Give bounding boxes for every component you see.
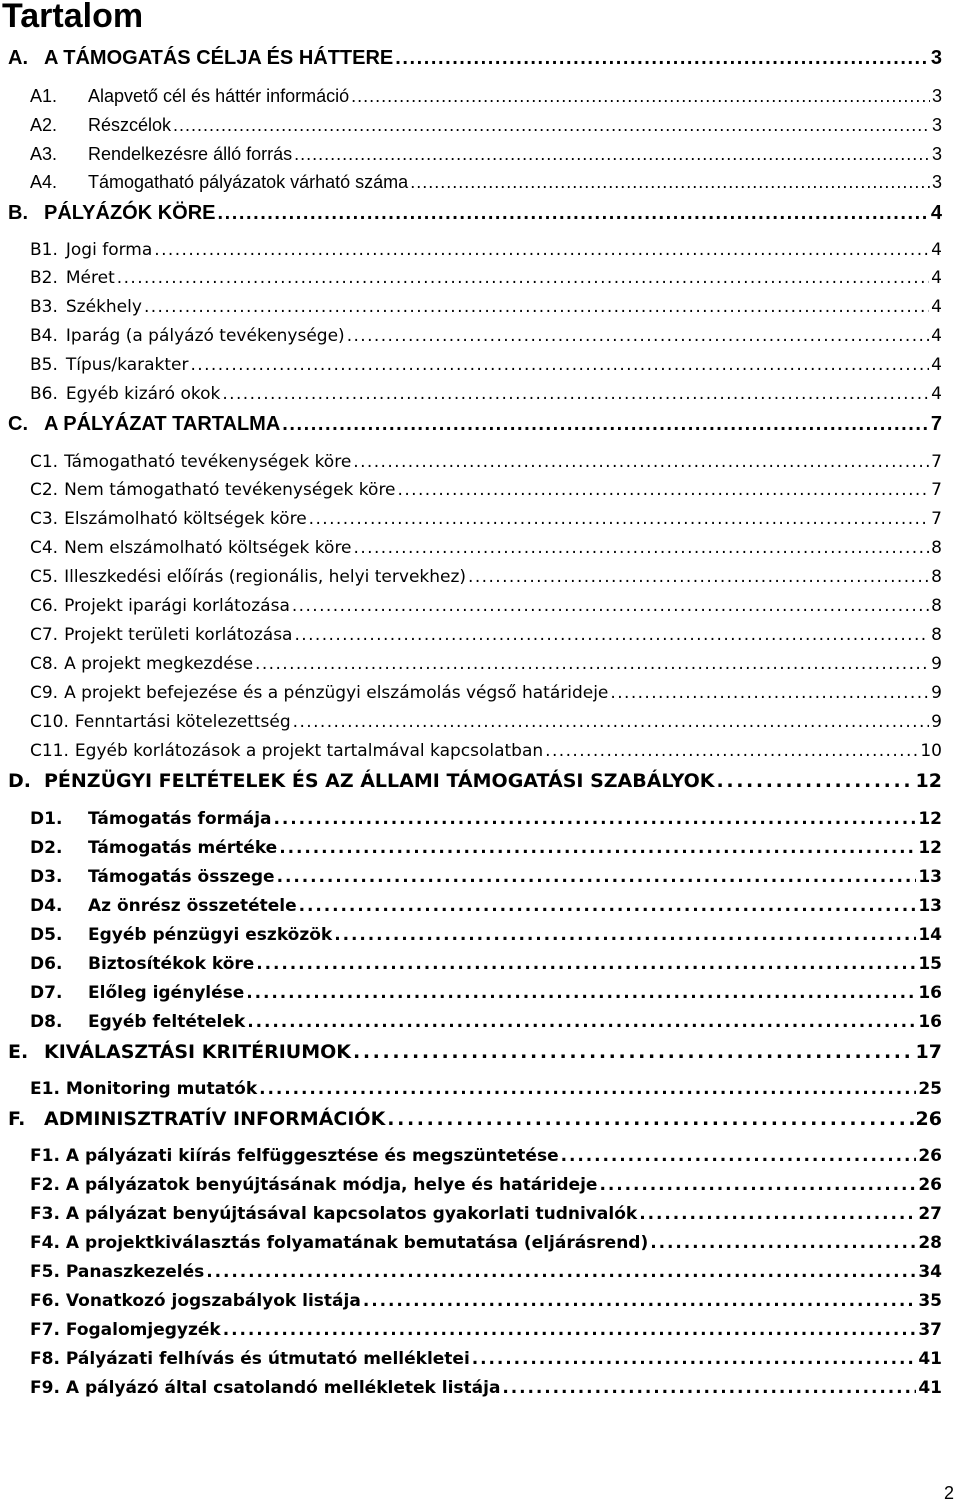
toc-entry-page: 26 (918, 1175, 942, 1195)
toc-entry-page: 3 (931, 144, 942, 164)
dot-leader (256, 954, 916, 974)
toc-entry[interactable] (30, 954, 942, 978)
toc-entry[interactable] (8, 202, 942, 226)
toc-entry[interactable] (30, 741, 942, 765)
dot-leader (353, 452, 929, 472)
toc-entry[interactable] (30, 538, 942, 562)
toc-entry-page: 3 (931, 172, 942, 192)
toc-entry[interactable] (30, 983, 942, 1007)
toc-entry-page: 7 (930, 413, 942, 435)
toc-entry-title: Fenntartási kötelezettség (74, 712, 291, 732)
toc-entry[interactable] (30, 838, 942, 862)
toc-entry-number: F3. (30, 1204, 60, 1224)
toc-entry-title: A projektkiválasztás folyamatának bemutatása (eljárásrend) (65, 1233, 649, 1253)
dot-leader (218, 202, 929, 225)
toc-entry-title: Részcélok (88, 115, 172, 135)
dot-leader (223, 1320, 917, 1340)
dot-leader (294, 625, 929, 645)
toc-entry-page: 8 (931, 567, 942, 587)
dot-leader (468, 567, 929, 587)
dot-leader (639, 1204, 916, 1224)
dot-leader (222, 384, 929, 404)
toc-entry-number: D5. (30, 925, 63, 945)
toc-entry-page: 16 (918, 1012, 942, 1032)
toc-entry[interactable] (30, 144, 942, 168)
toc-entry[interactable] (30, 1012, 942, 1036)
toc-entry-title: Jogi forma (65, 240, 153, 260)
toc-entry-number: C10. (30, 712, 69, 732)
toc-entry[interactable] (30, 1320, 942, 1344)
toc-entry-title: Panaszkezelés (65, 1262, 205, 1282)
toc-entry-number: D4. (30, 896, 63, 916)
toc-entry-title: Illeszkedési előírás (regionális, helyi tervekhez) (64, 567, 467, 587)
toc-entry-page: 8 (931, 625, 942, 645)
dot-leader (717, 770, 914, 792)
toc-entry-page: 28 (918, 1233, 942, 1253)
dot-leader (398, 480, 930, 500)
toc-entry-number: B. (8, 202, 28, 224)
toc-entry[interactable] (30, 509, 942, 533)
toc-entry-page: 9 (931, 712, 942, 732)
toc-entry-page: 12 (918, 809, 942, 829)
dot-leader (610, 683, 929, 703)
page-title: Tartalom (2, 0, 144, 35)
toc-entry[interactable] (30, 809, 942, 833)
dot-leader (190, 355, 929, 375)
dot-leader (353, 1041, 914, 1063)
toc-entry-title: Székhely (65, 297, 142, 317)
dot-leader (472, 1349, 917, 1369)
toc-entry-page: 3 (931, 86, 942, 106)
dot-leader (410, 172, 930, 193)
toc-entry-title: Támogatható pályázatok várható száma (88, 172, 409, 192)
toc-entry-title: Elszámolható költségek köre (64, 509, 307, 529)
toc-entry[interactable] (30, 115, 942, 139)
toc-entry-title: Támogatható tevékenységek köre (64, 452, 352, 472)
toc-entry-page: 41 (918, 1349, 942, 1369)
page-number: 2 (943, 1483, 954, 1503)
toc-entry-number: F2. (30, 1175, 60, 1195)
dot-leader (259, 1079, 916, 1099)
toc-entry-number: A1. (30, 86, 58, 106)
toc-entry-number: C7. (30, 625, 59, 645)
toc-entry-number: D8. (30, 1012, 63, 1032)
toc-entry-title: Nem elszámolható költségek köre (64, 538, 352, 558)
dot-leader (299, 896, 917, 916)
toc-entry-title: PÉNZÜGYI FELTÉTELEK ÉS AZ ÁLLAMI TÁMOGATÁSI SZABÁLYOK (44, 770, 715, 792)
toc-entry-number: D7. (30, 983, 63, 1003)
toc-entry-number: A3. (30, 144, 58, 164)
dot-leader (363, 1291, 917, 1311)
toc-entry-number: D. (8, 770, 31, 792)
toc-entry-number: C6. (30, 596, 59, 616)
toc-entry-number: B3. (30, 297, 58, 317)
toc-entry-number: E. (8, 1041, 29, 1063)
toc-entry-page: 7 (931, 509, 942, 529)
toc-entry-number: F6. (30, 1291, 60, 1311)
toc-entry-number: A. (8, 47, 28, 69)
dot-leader (650, 1233, 916, 1253)
toc-entry-title: Méret (65, 268, 115, 288)
dot-leader (502, 1378, 916, 1398)
toc-entry-title: Előleg igénylése (88, 983, 245, 1003)
toc-entry[interactable] (30, 297, 942, 321)
toc-entry-page: 17 (915, 1041, 942, 1063)
toc-entry-page: 9 (931, 683, 942, 703)
toc-entry-title: ADMINISZTRATÍV INFORMÁCIÓK (44, 1108, 386, 1130)
toc-entry[interactable] (30, 1175, 942, 1199)
toc-entry-page: 7 (931, 480, 942, 500)
toc-entry[interactable] (30, 1079, 942, 1103)
toc-entry-page: 8 (931, 596, 942, 616)
toc-entry[interactable] (30, 567, 942, 591)
toc-entry-page: 4 (931, 240, 942, 260)
toc-entry-number: F9. (30, 1378, 60, 1398)
toc-entry-title: Vonatkozó jogszabályok listája (65, 1291, 361, 1311)
toc-entry-number: C3. (30, 509, 59, 529)
toc-entry[interactable] (30, 86, 942, 110)
dot-leader (294, 144, 930, 165)
toc-entry-page: 41 (918, 1378, 942, 1398)
dot-leader (545, 741, 918, 761)
dot-leader (599, 1175, 916, 1195)
toc-entry-number: B2. (30, 268, 58, 288)
toc-entry[interactable] (30, 654, 942, 678)
toc-entry-page: 3 (931, 115, 942, 135)
toc-entry[interactable] (30, 1349, 942, 1373)
toc-entry[interactable] (30, 683, 942, 707)
toc-entry-page: 10 (920, 741, 942, 761)
toc-entry-title: Az önrész összetétele (88, 896, 297, 916)
dot-leader (206, 1262, 916, 1282)
toc-entry-number: B4. (30, 326, 58, 346)
dot-leader (395, 47, 929, 70)
toc-entry-page: 27 (918, 1204, 942, 1224)
toc-entry-number: D2. (30, 838, 63, 858)
toc-entry[interactable] (30, 480, 942, 504)
toc-entry-title: Egyéb feltételek (88, 1012, 246, 1032)
toc-entry-number: A4. (30, 172, 58, 192)
toc-entry[interactable] (30, 384, 942, 408)
toc-entry-page: 4 (931, 355, 942, 375)
toc-entry-number: A2. (30, 115, 58, 135)
toc-entry-title: Fogalomjegyzék (65, 1320, 221, 1340)
toc-entry-title: Egyéb korlátozások a projekt tartalmával kapcsolatban (74, 741, 544, 761)
toc-entry[interactable] (30, 925, 942, 949)
dot-leader (347, 326, 929, 346)
toc-entry-number: F. (8, 1108, 26, 1130)
toc-entry[interactable] (30, 1233, 942, 1257)
toc-entry-page: 13 (918, 896, 942, 916)
dot-leader (292, 596, 929, 616)
toc-entry-title: Biztosítékok köre (88, 954, 255, 974)
toc-entry-page: 12 (918, 838, 942, 858)
toc-entry-page: 12 (915, 770, 942, 792)
toc-entry-number: E1. (30, 1079, 60, 1099)
toc-entry-title: Támogatás összege (88, 867, 275, 887)
dot-leader (246, 983, 916, 1003)
toc-entry-number: D3. (30, 867, 63, 887)
toc-entry[interactable] (30, 1291, 942, 1315)
toc-entry-number: B1. (30, 240, 58, 260)
toc-entry-number: C11. (30, 741, 69, 761)
toc-entry-page: 25 (918, 1079, 942, 1099)
toc-entry[interactable] (30, 355, 942, 379)
toc-entry-page: 35 (918, 1291, 942, 1311)
dot-leader (247, 1012, 916, 1032)
toc-entry-number: D1. (30, 809, 63, 829)
toc-entry-page: 16 (918, 983, 942, 1003)
toc-entry-page: 26 (915, 1108, 942, 1130)
toc-entry[interactable] (8, 413, 942, 437)
toc-entry-page: 15 (918, 954, 942, 974)
toc-entry-page: 26 (918, 1146, 942, 1166)
dot-leader (277, 867, 917, 887)
toc-entry[interactable] (30, 452, 942, 476)
toc-entry-title: A pályázati kiírás felfüggesztése és megszüntetése (65, 1146, 559, 1166)
toc-entry[interactable] (30, 1204, 942, 1228)
toc-entry-title: A pályázatok benyújtásának módja, helye és határideje (65, 1175, 598, 1195)
toc-entry-number: C5. (30, 567, 59, 587)
toc-entry[interactable] (8, 770, 942, 794)
toc-entry-number: C8. (30, 654, 59, 674)
toc-entry-page: 14 (918, 925, 942, 945)
toc-entry-title: Alapvető cél és háttér információ (88, 86, 350, 106)
toc-entry-page: 7 (931, 452, 942, 472)
toc-entry[interactable] (30, 625, 942, 649)
toc-entry-number: B5. (30, 355, 58, 375)
dot-leader (293, 712, 930, 732)
toc-entry-number: F1. (30, 1146, 60, 1166)
toc-entry[interactable] (30, 596, 942, 620)
dot-leader (255, 654, 929, 674)
toc-entry[interactable] (30, 1262, 942, 1286)
toc-entry-title: Monitoring mutatók (65, 1079, 258, 1099)
dot-leader (351, 86, 930, 107)
toc-entry-number: F8. (30, 1349, 60, 1369)
toc-entry[interactable] (30, 172, 942, 196)
toc-entry-title: Típus/karakter (65, 355, 189, 375)
toc-entry-title: Projekt iparági korlátozása (64, 596, 290, 616)
toc-entry-number: C1. (30, 452, 59, 472)
toc-entry-page: 4 (931, 297, 942, 317)
toc-entry[interactable] (8, 47, 942, 71)
toc-entry-title: Projekt területi korlátozása (64, 625, 293, 645)
toc-entry-page: 9 (931, 654, 942, 674)
dot-leader (274, 809, 917, 829)
toc-entry-title: Egyéb kizáró okok (65, 384, 221, 404)
toc-entry-number: F5. (30, 1262, 60, 1282)
dot-leader (279, 838, 916, 858)
dot-leader (561, 1146, 917, 1166)
toc-entry[interactable] (30, 867, 942, 891)
toc-entry-number: C. (8, 413, 28, 435)
toc-entry-title: A projekt befejezése és a pénzügyi elszámolás végső határideje (64, 683, 609, 703)
toc-entry-title: KIVÁLASZTÁSI KRITÉRIUMOK (44, 1041, 352, 1063)
toc-entry-page: 37 (918, 1320, 942, 1340)
toc-entry-title: A pályázat benyújtásával kapcsolatos gyakorlati tudnivalók (65, 1204, 638, 1224)
toc-entry[interactable] (30, 268, 942, 292)
dot-leader (144, 297, 929, 317)
toc-entry-page: 8 (931, 538, 942, 558)
toc-entry-page: 3 (930, 47, 942, 69)
toc-entry-number: C9. (30, 683, 59, 703)
toc-entry[interactable] (30, 326, 942, 350)
dot-leader (387, 1108, 913, 1130)
dot-leader (354, 538, 930, 558)
toc-entry-title: Támogatás formája (88, 809, 272, 829)
toc-entry-number: D6. (30, 954, 63, 974)
toc-entry-number: B6. (30, 384, 58, 404)
toc-entry-number: C4. (30, 538, 59, 558)
toc-entry-title: Támogatás mértéke (88, 838, 278, 858)
toc-entry[interactable] (30, 240, 942, 264)
toc-entry-title: Pályázati felhívás és útmutató mellékletei (65, 1349, 470, 1369)
toc-entry[interactable] (30, 1146, 942, 1170)
dot-leader (309, 509, 930, 529)
toc-entry-page: 4 (930, 202, 942, 224)
dot-leader (334, 925, 916, 945)
toc-entry-page: 34 (918, 1262, 942, 1282)
toc-entry-title: A projekt megkezdése (64, 654, 254, 674)
toc-entry-number: C2. (30, 480, 59, 500)
toc-entry-title: Iparág (a pályázó tevékenysége) (65, 326, 345, 346)
toc-entry-title: A pályázó által csatolandó mellékletek listája (65, 1378, 501, 1398)
dot-leader (173, 115, 930, 136)
toc-entry-page: 13 (918, 867, 942, 887)
toc-entry-page: 4 (931, 326, 942, 346)
toc-entry-title: A PÁLYÁZAT TARTALMA (44, 413, 281, 435)
toc-entry-page: 4 (931, 268, 942, 288)
toc-entry-page: 4 (931, 384, 942, 404)
toc-entry[interactable] (8, 1041, 942, 1065)
toc-entry[interactable] (30, 1378, 942, 1402)
toc-entry-number: F7. (30, 1320, 60, 1340)
dot-leader (154, 240, 929, 260)
dot-leader (282, 413, 929, 436)
toc-entry[interactable] (8, 1108, 942, 1132)
toc-entry-title: Egyéb pénzügyi eszközök (88, 925, 333, 945)
toc-entry-title: Nem támogatható tevékenységek köre (64, 480, 396, 500)
toc-entry[interactable] (30, 896, 942, 920)
dot-leader (117, 268, 929, 288)
toc-entry-number: F4. (30, 1233, 60, 1253)
toc-entry-title: Rendelkezésre álló forrás (88, 144, 293, 164)
toc-entry[interactable] (30, 712, 942, 736)
toc-entry-title: A TÁMOGATÁS CÉLJA ÉS HÁTTERE (44, 47, 394, 69)
toc-entry-title: PÁLYÁZÓK KÖRE (44, 202, 216, 224)
